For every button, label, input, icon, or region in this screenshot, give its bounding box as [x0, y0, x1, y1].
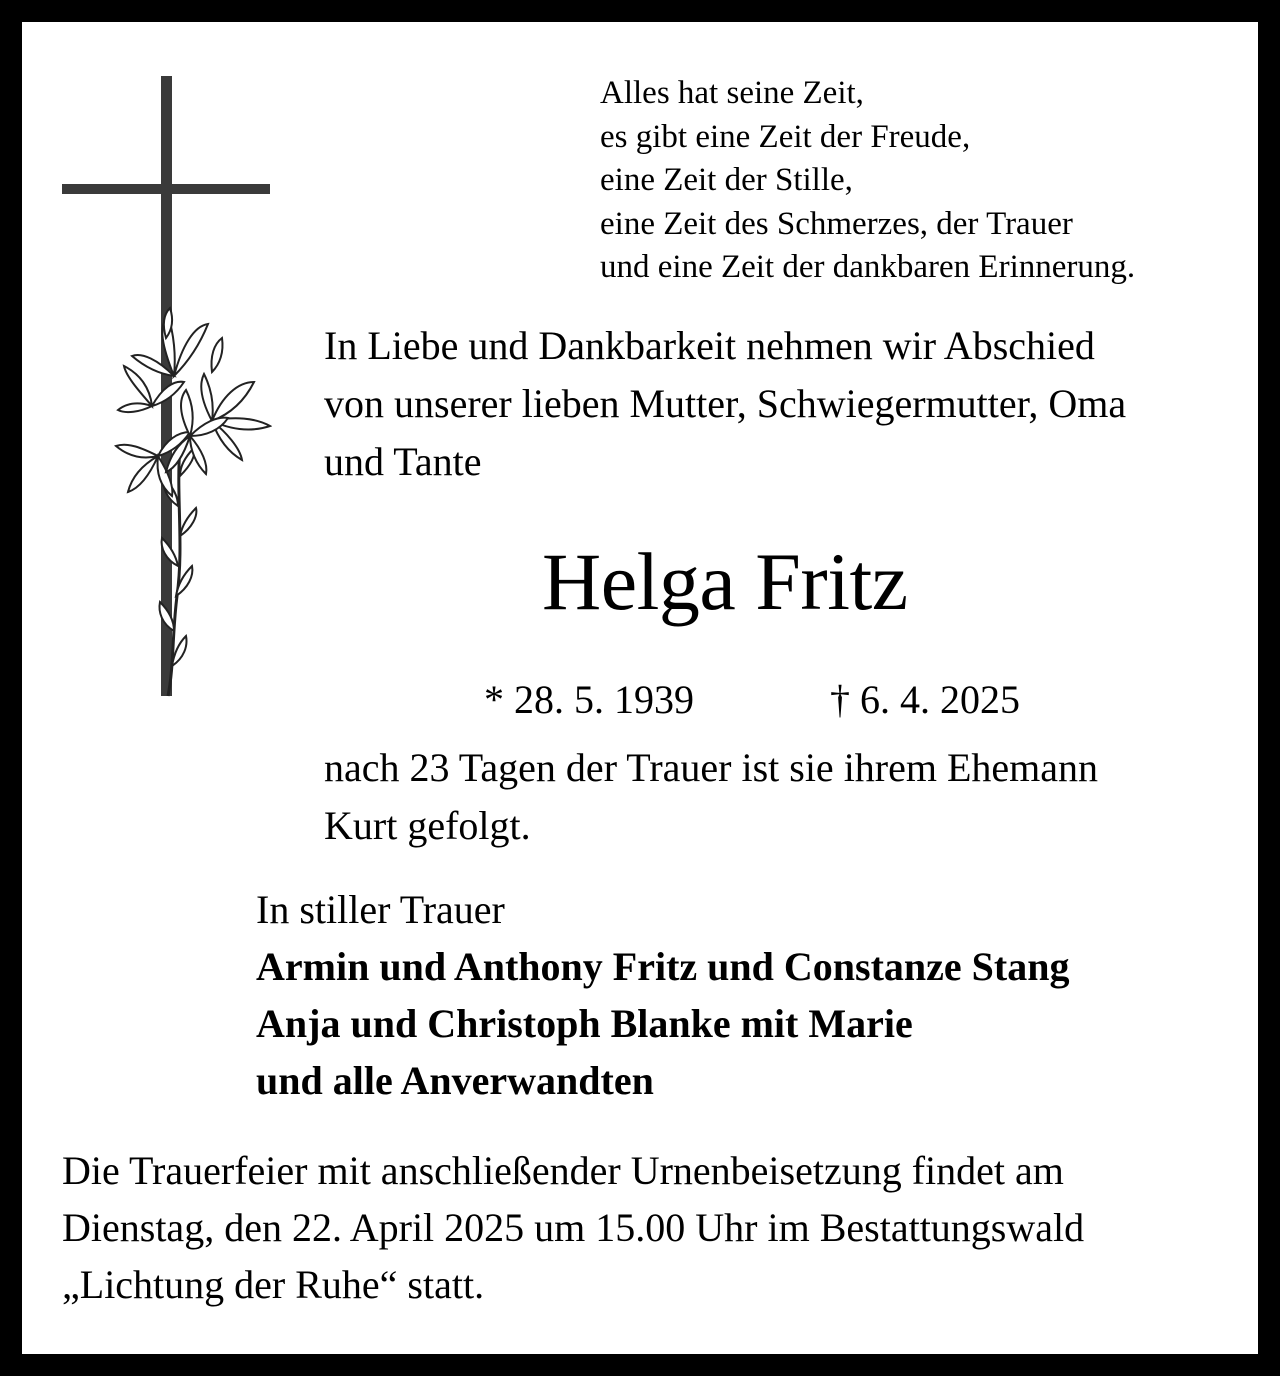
intro-line: und Tante [324, 439, 482, 484]
mourner-name: und alle Anverwandten [256, 1058, 654, 1103]
ceremony-line: „Lichtung der Ruhe“ statt. [62, 1262, 485, 1307]
mourners-block [256, 881, 1070, 1109]
farewell-intro [324, 317, 1244, 491]
birth-date: * 28. 5. 1939 [484, 677, 694, 722]
poem-line: es gibt eine Zeit der Freude, [600, 118, 971, 155]
poem-line: und eine Zeit der dankbaren Erinnerung. [600, 249, 1136, 285]
ceremony-line: Die Trauerfeier mit anschließender Urnenbeisetzung findet am [62, 1148, 1064, 1193]
intro-line: von unserer lieben Mutter, Schwiegermutter, Oma [324, 381, 1127, 426]
poem-line: eine Zeit des Schmerzes, der Trauer [600, 205, 1073, 242]
intro-line: In Liebe und Dankbarkeit nehmen wir Abschied [324, 323, 1095, 368]
followed-text [324, 739, 1098, 855]
obituary-notice [22, 22, 1258, 1354]
mourner-name: Anja und Christoph Blanke mit Marie [256, 1001, 913, 1046]
poem-line: Alles hat seine Zeit, [600, 75, 864, 111]
death-date: † 6. 4. 2025 [830, 677, 1020, 722]
mourners-heading: In stiller Trauer [256, 887, 505, 932]
deceased-name: Helga Fritz [542, 536, 908, 627]
poem-block [600, 72, 1135, 290]
ceremony-line: Dienstag, den 22. April 2025 um 15.00 Uhr im Bestattungswald [62, 1205, 1085, 1250]
poem-line: eine Zeit der Stille, [600, 162, 853, 198]
followed-line: Kurt gefolgt. [324, 803, 531, 848]
followed-line: nach 23 Tagen der Trauer ist sie ihrem Ehemann [324, 745, 1099, 790]
cross-with-lilies-icon [62, 76, 272, 731]
mourner-name: Armin und Anthony Fritz und Constanze Stang [256, 944, 1070, 989]
ceremony-info [62, 1142, 1084, 1313]
